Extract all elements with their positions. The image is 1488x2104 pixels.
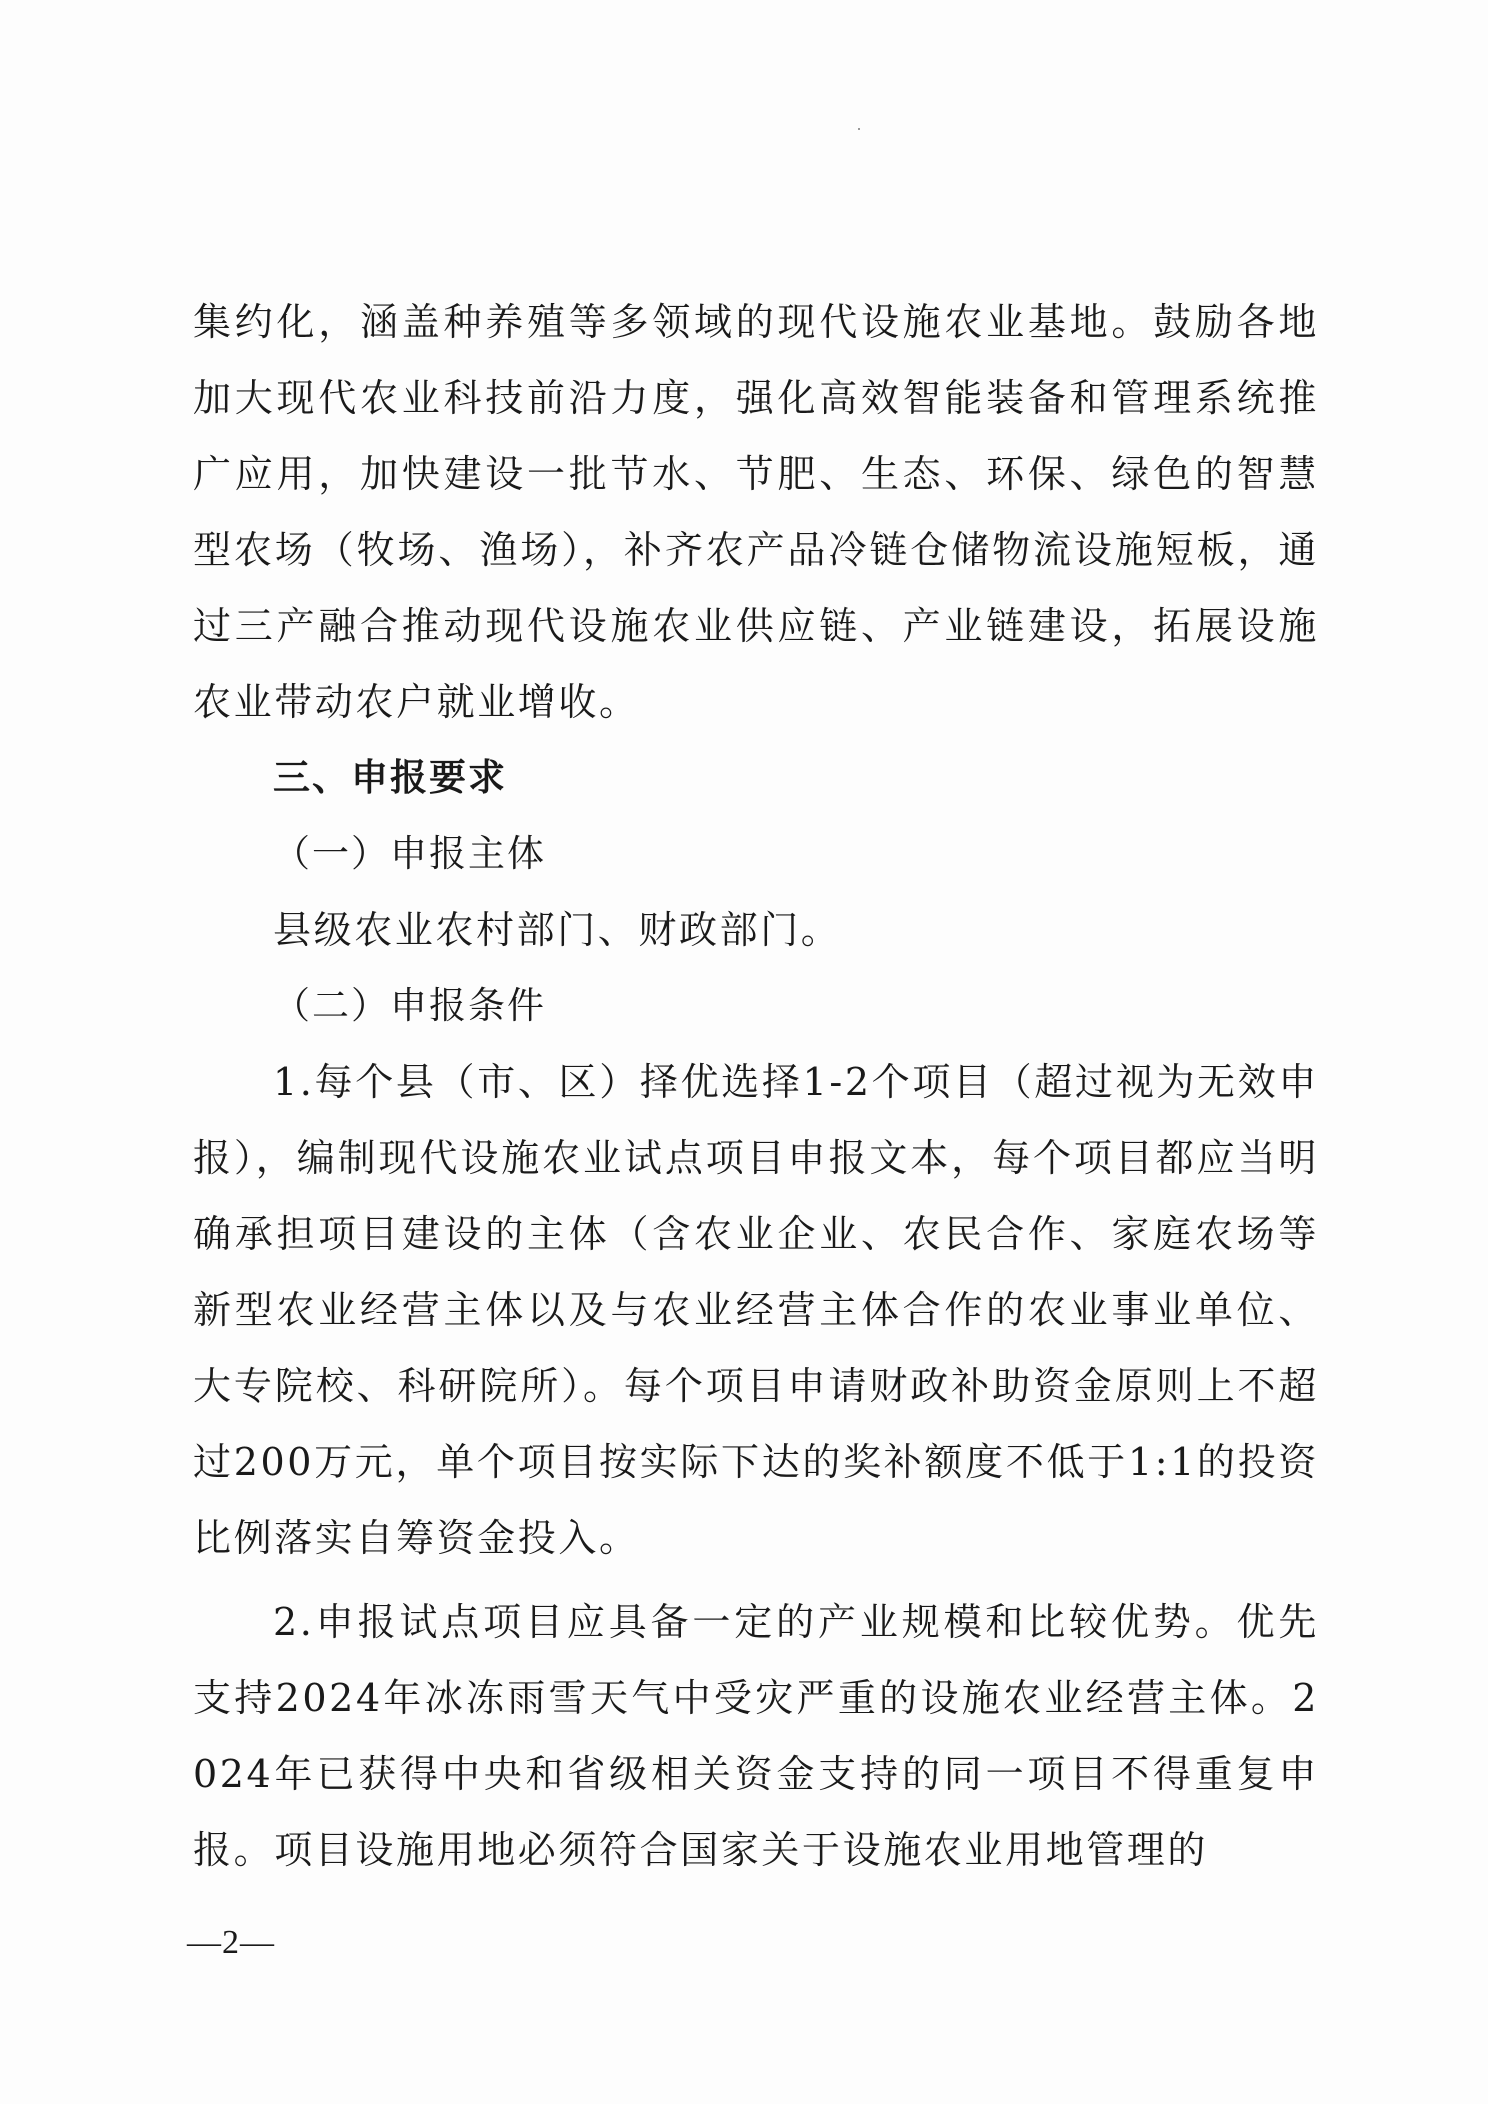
body-text <box>193 284 1319 1888</box>
section-heading-3: 三、申报要求 <box>273 756 507 799</box>
paragraph-applicant: 县级农业农村部门、财政部门。 <box>273 908 842 952</box>
page-number: —2— <box>187 1924 275 1961</box>
subheading-applicant: （一）申报主体 <box>273 832 546 875</box>
paragraph-condition-1: 1.每个县（市、区）择优选择1-2个项目（超过视为无效申报），编制现代设施农业试点项目申报文本，每个项目都应当明确承担项目建设的主体（含农业企业、农民合作、家庭农场等新型农业经营主体以及与农业经营主体合作的农业事业单位、大专院校、科研院所）。每个项目申请财政补助资金原则上不超过200万元，单个项目按实际下达的奖补额度不低于1:1的投资比例落实自筹资金投入。 <box>193 1060 1319 1560</box>
paragraph-continued: 集约化，涵盖种养殖等多领域的现代设施农业基地。鼓励各地加大现代农业科技前沿力度，强化高效智能装备和管理系统推广应用，加快建设一批节水、节肥、生态、环保、绿色的智慧型农场（牧场、渔场），补齐农产品冷链仓储物流设施短板，通过三产融合推动现代设施农业供应链、产业链建设，拓展设施农业带动农户就业增收。 <box>193 300 1319 724</box>
scan-speck <box>858 128 860 130</box>
subheading-conditions: （二）申报条件 <box>273 984 546 1027</box>
paragraph-condition-2: 2.申报试点项目应具备一定的产业规模和比较优势。优先支持2024年冰冻雨雪天气中受灾严重的设施农业经营主体。2024年已获得中央和省级相关资金支持的同一项目不得重复申报。项目设施用地必须符合国家关于设施农业用地管理的 <box>193 1600 1319 1872</box>
